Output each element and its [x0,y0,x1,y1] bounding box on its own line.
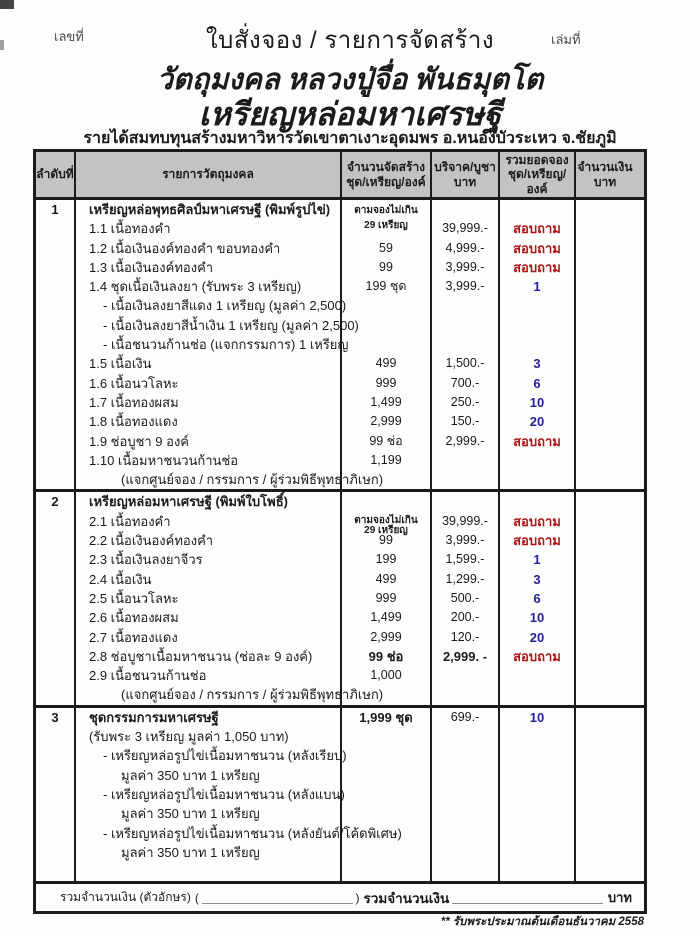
qty-cell: 499 [342,354,432,373]
table-header-row [36,152,644,200]
table-row [36,628,644,647]
amount-cell [576,550,634,569]
price-cell [432,492,500,511]
reserved-total-cell: 10 [500,708,576,727]
amount-cell [576,647,634,666]
price-cell [432,804,500,823]
reserved-total-cell [500,316,576,335]
item-no-cell [36,451,76,470]
item-no-cell [36,335,76,354]
amount-cell [576,316,634,335]
table-row [36,550,644,569]
amount-cell [576,219,634,238]
open-paren: ( [194,890,199,905]
item-no-cell [36,512,76,531]
item-label-cell: - เหรียญหล่อรูปไข่เนื้อมหาชนวน (หลังยันต์/โค้ดพิเศษ) [76,824,342,843]
item-no-cell [36,277,76,296]
item-label-cell: 1.2 เนื้อเงินองค์ทองคำ ขอบทองคำ [76,239,342,258]
amount-cell [576,412,634,431]
item-label-cell: มูลค่า 350 บาท 1 เหรียญ [76,804,342,823]
price-cell [432,746,500,765]
column-header-qty [342,152,432,197]
amount-cell [576,628,634,647]
reserved-total-cell: 20 [500,412,576,431]
price-cell: 200.- [432,608,500,627]
price-cell [432,824,500,843]
table-section-1 [36,200,644,492]
item-label-cell: 2.3 เนื้อเงินลงยาจีวร [76,550,342,569]
item-no-cell [36,666,76,685]
item-no-cell [36,608,76,627]
amount-cell [576,296,634,315]
reserved-total-cell [500,862,576,881]
table-row [36,354,644,373]
item-no-cell [36,570,76,589]
reserved-total-cell [500,685,576,704]
amount-cell [576,277,634,296]
item-label-cell: 1.8 เนื้อทองแดง [76,412,342,431]
table-row [36,492,644,511]
order-table [33,149,647,914]
reserved-total-cell [500,451,576,470]
item-label-cell: - เนื้อเงินลงยาสีแดง 1 เหรียญ (มูลค่า 2,500) [76,296,342,315]
item-no-cell [36,296,76,315]
item-label-cell: (รับพระ 3 เหรียญ มูลค่า 1,050 บาท) [76,727,342,746]
price-cell: 150.- [432,412,500,431]
amount-cell [576,804,634,823]
item-label-cell: 1.5 เนื้อเงิน [76,354,342,373]
qty-cell [342,296,432,315]
item-no-cell [36,470,76,489]
reserved-total-cell: 10 [500,393,576,412]
price-cell: 4,999.- [432,239,500,258]
reserved-total-cell: 3 [500,354,576,373]
price-cell: 39,999.- [432,512,500,531]
item-label-cell: ชุดกรรมการมหาเศรษฐี [76,708,342,727]
reserved-total-cell [500,804,576,823]
item-no-cell [36,316,76,335]
reserved-total-cell: สอบถาม [500,219,576,238]
table-row [36,470,644,489]
item-label-cell: - เนื้อเงินลงยาสีน้ำเงิน 1 เหรียญ (มูลค่า 2,500) [76,316,342,335]
qty-cell [342,785,432,804]
qty-cell [342,470,432,489]
column-header-price [432,152,500,197]
price-cell [432,685,500,704]
item-no-cell [36,746,76,765]
item-no-cell [36,785,76,804]
amount-cell [576,843,634,862]
item-no-cell [36,628,76,647]
price-cell: 1,500.- [432,354,500,373]
reserved-total-cell [500,296,576,315]
table-row [36,374,644,393]
qty-cell: 499 [342,570,432,589]
amount-cell [576,766,634,785]
price-cell: 3,999.- [432,258,500,277]
item-label-cell: เหรียญหล่อมหาเศรษฐี (พิมพ์ใบโพธิ์) [76,492,342,511]
amount-cell [576,531,634,550]
qty-cell: 1,499 [342,608,432,627]
item-no-cell: 3 [36,708,76,727]
item-label-cell: 1.6 เนื้อนวโลหะ [76,374,342,393]
qty-cell [342,843,432,862]
qty-cell [342,766,432,785]
item-label-cell: มูลค่า 350 บาท 1 เหรียญ [76,766,342,785]
price-cell: 500.- [432,589,500,608]
price-cell [432,766,500,785]
item-label-cell: 1.10 เนื้อมหาชนวนก้านช่อ [76,451,342,470]
reserved-total-cell: 6 [500,374,576,393]
table-row [36,258,644,277]
column-header-item-label: รายการวัตถุมงคล [162,167,254,182]
column-header-total-line2: ชุด/เหรียญ/องค์ [507,167,567,196]
reserved-total-cell [500,492,576,511]
reserved-total-cell: สอบถาม [500,512,576,531]
table-row [36,824,644,843]
item-label-cell: - เหรียญหล่อรูปไข่เนื้อมหาชนวน (หลังแบน) [76,785,342,804]
column-header-no [36,152,76,197]
qty-cell: 59 [342,239,432,258]
table-footer-row [36,881,644,911]
amount-cell [576,470,634,489]
item-label-cell: 2.8 ช่อบูชาเนื้อมหาชนวน (ช่อละ 9 องค์) [76,647,342,666]
item-label-cell: 2.7 เนื้อทองแดง [76,628,342,647]
qty-cell: 99 ช่อ [342,647,432,666]
item-no-cell [36,550,76,569]
table-row [36,451,644,470]
column-header-amount-line1: จำนวนเงิน [577,160,633,174]
delivery-footnote: ** รับพระประมาณต้นเดือนธันวาคม 2558 [440,916,644,928]
item-label-cell: - เหรียญหล่อรูปไข่เนื้อมหาชนวน (หลังเรียบ) [76,746,342,765]
amount-cell [576,492,634,511]
order-table-body [36,200,644,881]
qty-cell [342,335,432,354]
reserved-total-cell: 20 [500,628,576,647]
qty-cell: 1,199 [342,451,432,470]
item-no-cell: 2 [36,492,76,511]
table-row [36,531,644,550]
item-label-cell: เหรียญหล่อพุทธศิลป์มหาเศรษฐี (พิมพ์รูปไข่) [76,200,342,219]
amount-cell [576,824,634,843]
amount-cell [576,451,634,470]
amount-cell [576,432,634,451]
price-cell [432,785,500,804]
item-label-cell: (แจกศูนย์จอง / กรรมการ / ผู้ร่วมพิธีพุทธาภิเษก) [76,685,342,704]
qty-cell: 199 [342,550,432,569]
reserved-total-cell [500,200,576,219]
item-label-cell: 2.4 เนื้อเงิน [76,570,342,589]
qty-cell [342,512,432,536]
title-line-2: เหรียญหล่อมหาเศรษฐี [198,96,502,132]
reserved-total-cell [500,824,576,843]
table-row [36,746,644,765]
item-label-cell: 2.5 เนื้อนวโลหะ [76,589,342,608]
item-no-cell [36,685,76,704]
amount-cell [576,727,634,746]
price-cell: 250.- [432,393,500,412]
amount-cell [576,708,634,727]
reserved-total-cell: 10 [500,608,576,627]
table-row [36,277,644,296]
qty-cell: 999 [342,589,432,608]
total-amount-number-field [452,892,603,904]
qty-limit-note: ตามจองไม่เกิน 29 เหรียญ [354,514,418,536]
item-no-cell [36,843,76,862]
price-cell [432,727,500,746]
reserved-total-cell [500,843,576,862]
price-cell [432,316,500,335]
item-no-cell [36,727,76,746]
column-header-price-line1: บริจาค/บูชา [434,160,496,174]
reserved-total-cell: 3 [500,570,576,589]
price-cell: 700.- [432,374,500,393]
amount-cell [576,685,634,704]
reserved-total-cell: สอบถาม [500,239,576,258]
reserved-total-cell: 1 [500,550,576,569]
item-no-cell [36,824,76,843]
reserved-total-cell: 1 [500,277,576,296]
qty-cell [342,685,432,704]
column-header-amount [576,152,634,197]
price-cell: 1,599.- [432,550,500,569]
table-row [36,785,644,804]
reserved-total-cell: สอบถาม [500,258,576,277]
reserved-total-cell [500,766,576,785]
amount-cell [576,862,634,881]
price-cell [432,296,500,315]
reserved-total-cell: 6 [500,589,576,608]
reserved-total-cell [500,335,576,354]
amount-cell [576,666,634,685]
qty-cell [342,492,432,511]
reserved-total-cell [500,470,576,489]
item-no-cell: 1 [36,200,76,219]
price-cell: 3,999.- [432,531,500,550]
item-label-cell: - เนื้อชนวนก้านช่อ (แจกกรรมการ) 1 เหรียญ [76,335,342,354]
table-row [36,570,644,589]
table-row [36,666,644,685]
amount-cell [576,512,634,531]
qty-cell: 2,999 [342,412,432,431]
qty-cell [342,727,432,746]
price-cell: 699.- [432,708,500,727]
amount-cell [576,570,634,589]
table-row [36,296,644,315]
price-cell [432,666,500,685]
qty-cell: 199 ชุด [342,277,432,296]
amount-cell [576,335,634,354]
table-row [36,843,644,862]
amount-cell [576,354,634,373]
qty-cell [342,824,432,843]
item-no-cell [36,239,76,258]
table-row [36,412,644,431]
form-title: ใบสั่งจอง / รายการจัดสร้าง [205,27,495,54]
price-cell: 120.- [432,628,500,647]
item-no-cell [36,354,76,373]
column-header-total-line1: รวมยอดจอง [505,152,569,167]
qty-cell [342,862,432,881]
qty-cell [342,200,432,231]
qty-cell: 2,999 [342,628,432,647]
qty-cell: 99 [342,258,432,277]
qty-cell: 99 ช่อ [342,432,432,451]
fundraising-subtitle: รายได้สมทบทุนสร้างมหาวิหารวัดเขาตาเงาะอุดมพร อ.หนองบัวระเหว จ.ชัยภูมิ [83,130,617,147]
table-row [36,589,644,608]
price-cell [432,451,500,470]
table-row [36,335,644,354]
table-row [36,316,644,335]
amount-cell [576,785,634,804]
column-header-no-label: ลำดับที่ [36,167,74,182]
table-row [36,512,644,536]
item-no-cell [36,432,76,451]
price-cell [432,335,500,354]
item-no-cell [36,412,76,431]
price-cell [432,470,500,489]
price-cell [432,200,500,219]
qty-cell: 999 [342,374,432,393]
price-cell: 39,999.- [432,219,500,238]
table-row [36,804,644,823]
item-no-cell [36,531,76,550]
item-no-cell [36,589,76,608]
table-row [36,608,644,627]
qty-cell [342,804,432,823]
price-cell: 2,999. - [432,647,500,666]
amount-cell [576,258,634,277]
item-no-cell [36,219,76,238]
price-cell [432,843,500,862]
item-label-cell [76,862,342,881]
item-no-cell [36,647,76,666]
item-label-cell: 2.2 เนื้อเงินองค์ทองคำ [76,531,342,550]
item-label-cell: 2.1 เนื้อทองคำ [76,512,342,531]
item-label-cell: 1.1 เนื้อทองคำ [76,219,342,238]
table-row [36,708,644,727]
price-cell [432,862,500,881]
item-no-cell [36,393,76,412]
table-section-2 [36,492,644,707]
column-header-price-line2: บาท [453,174,477,189]
qty-cell: 1,499 [342,393,432,412]
table-row [36,766,644,785]
table-row [36,685,644,704]
amount-cell [576,393,634,412]
qty-cell: 1,999 ชุด [342,708,432,727]
reserved-total-cell [500,727,576,746]
amount-cell [576,239,634,258]
table-row [36,647,644,666]
qty-cell: 1,000 [342,666,432,685]
item-label-cell: 1.7 เนื้อทองผสม [76,393,342,412]
amount-cell [576,608,634,627]
book-number-label: เล่มที่ [551,32,581,47]
table-row [36,432,644,451]
baht-unit-label: บาท [607,890,632,906]
column-header-item [76,152,342,197]
item-no-cell [36,374,76,393]
amount-cell [576,374,634,393]
item-label-cell: (แจกศูนย์จอง / กรรมการ / ผู้ร่วมพิธีพุทธาภิเษก) [76,470,342,489]
reserved-total-cell [500,666,576,685]
close-paren: ) [355,890,360,905]
reserved-total-cell: สอบถาม [500,432,576,451]
table-row [36,239,644,258]
item-no-cell [36,804,76,823]
amount-cell [576,746,634,765]
table-row [36,727,644,746]
amount-cell [576,200,634,219]
item-label-cell: 1.3 เนื้อเงินองค์ทองคำ [76,258,342,277]
item-label-cell: 2.9 เนื้อชนวนก้านช่อ [76,666,342,685]
reserved-total-cell [500,785,576,804]
total-amount-number-label: รวมจำนวนเงิน [363,890,450,906]
column-header-amount-line2: บาท [593,174,617,189]
doc-number-label: เลขที่ [54,29,84,44]
item-no-cell [36,862,76,881]
reserved-total-cell [500,746,576,765]
item-label-cell: 2.6 เนื้อทองผสม [76,608,342,627]
qty-cell [342,316,432,335]
table-row [36,862,644,881]
title-line-1: วัตถุมงคล หลวงปู่จื่อ พันธมุตโต [156,64,544,96]
item-no-cell [36,258,76,277]
table-row [36,219,644,238]
item-no-cell [36,766,76,785]
price-cell: 2,999.- [432,432,500,451]
qty-limit-note: ตามจองไม่เกิน 29 เหรียญ [354,205,418,231]
column-header-total [500,152,576,197]
price-cell: 1,299.- [432,570,500,589]
qty-cell: 99 [342,531,432,550]
column-header-qty-line2: ชุด/เหรียญ/องค์ [346,174,426,189]
total-amount-words-label: รวมจำนวนเงิน (ตัวอักษร) [60,890,191,905]
reserved-total-cell: สอบถาม [500,531,576,550]
price-cell: 3,999.- [432,277,500,296]
item-label-cell: 1.9 ช่อบูชา 9 องค์ [76,432,342,451]
item-label-cell: มูลค่า 350 บาท 1 เหรียญ [76,843,342,862]
total-amount-words-field [202,892,353,904]
column-header-qty-line1: จำนวนจัดสร้าง [346,160,426,174]
qty-cell [342,746,432,765]
reserved-total-cell: สอบถาม [500,647,576,666]
table-section-3 [36,708,644,882]
table-row [36,393,644,412]
item-label-cell: 1.4 ชุดเนื้อเงินลงยา (รับพระ 3 เหรียญ) [76,277,342,296]
amount-cell [576,589,634,608]
